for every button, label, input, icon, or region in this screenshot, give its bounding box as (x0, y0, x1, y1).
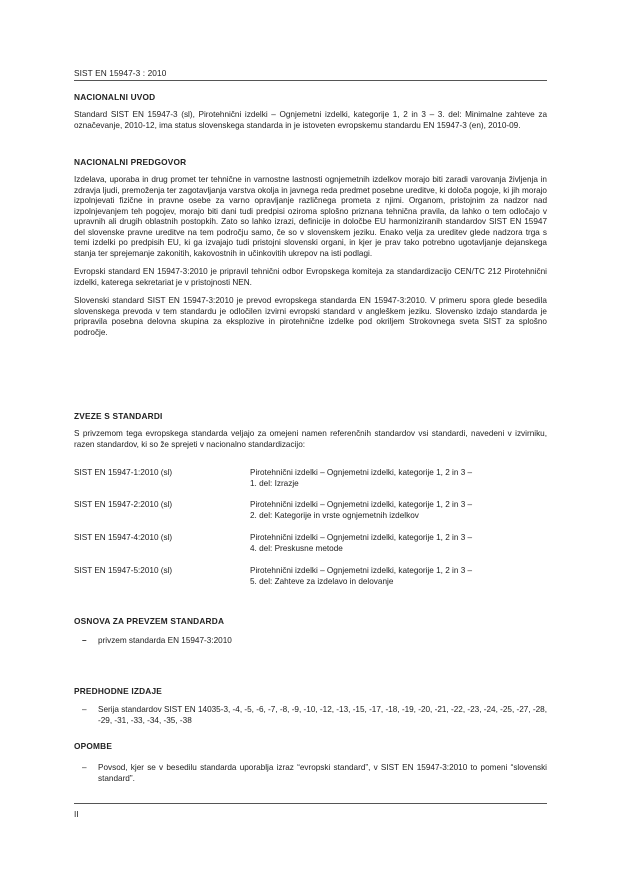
list-item-text: privzem standarda EN 15947-3:2010 (98, 636, 232, 645)
reference-title (250, 533, 547, 554)
reference-code: SIST EN 15947-2:2010 (sl) (74, 500, 173, 509)
section-heading: NACIONALNI UVOD (74, 92, 156, 102)
reference-title (250, 566, 547, 587)
section-paragraph: Slovenski standard SIST EN 15947-3:2010 je prevod evropskega standarda EN 15947-3:2010. V primeru spora glede besedila slovenskega prevoda v tem standardu je odločilen izvirni evropski standard v angleškem jeziku. Slovensko izdajo standarda je pripravila posebna delovna skupina za eksplozive in pirotehnične izdelke pod okriljem Strokovnega sveta SIST za splošno področje. (74, 296, 547, 337)
footer-rule (74, 803, 547, 804)
section-paragraph: S privzemom tega evropskega standarda veljajo za omejeni namen referenčnih standardov vsi standardi, navedeni v izvirniku, razen standardov, ki so že sprejeti v nacionalno standardizacijo: (74, 429, 547, 449)
bullet-dash: – (82, 705, 87, 714)
section-paragraph: Evropski standard EN 15947-3:2010 je pripravil tehnični odbor Evropskega komiteja za standardizacijo CEN/TC 212 Pirotehnični izdelki, katerega sekretariat je v pristojnosti NEN. (74, 267, 547, 287)
reference-title (250, 500, 547, 521)
section-nacionalni-uvod (74, 92, 547, 131)
reference-title-line: 2. del: Kategorije in vrste ognjemetnih izdelkov (250, 510, 419, 520)
header-rule (74, 80, 547, 81)
reference-title-line: 5. del: Zahteve za izdelavo in delovanje (250, 576, 394, 586)
running-header: SIST EN 15947-3 : 2010 (74, 68, 167, 78)
section-paragraph: Izdelava, uporaba in drug promet ter tehnične in varnostne lastnosti ognjemetnih izdelkov morajo biti zaradi varovanja življenja in zdravja ljudi, premoženja ter zagotavljanja varstva okolja in javnega reda predmet posebne ureditve, ki določa pogoje, ki jih morajo izpolnjevati fizične in pravne osebe za varno opravljanje različnega prometa z njimi. Organom, pristojnim za nadzor nad izpolnjevanjem teh pogojev, morajo biti dani tudi predpisi oziroma splošno priznana tehnična pravila, da lahko o tem odločajo v upravnih ali drugih oblastnih postopkih. Zato so lahko izrazi, definicije in določbe EU harmoniziranih standardov SIST EN 15947 del slovenske pravne ureditve na tem področju samo, če so v slovenskem jeziku. Enako velja za ureditev glede nadzora trga s temi izdelki po predpisih EU, ki ga izvajajo tudi pristojni slovenski organi, in kjer je prav tako potrebno ugotavljanje dejanskega stanja ter sprejemanje zakonitih, kakovostnih in učinkovitih ukrepov na isti podlagi. (74, 175, 547, 258)
reference-title-line: Pirotehnični izdelki – Ognjemetni izdelki, kategorije 1, 2 in 3 – (250, 566, 473, 575)
list-item-text: Serija standardov SIST EN 14035-3, -4, -5, -6, -7, -8, -9, -10, -12, -13, -15, -17, -18, -19, -20, -21, -22, -23, -24, -25, -27, -28, -29, -31, -33, -34, -35, -38 (98, 705, 548, 725)
section-opombe (74, 741, 547, 751)
section-heading: OSNOVA ZA PREVZEM STANDARDA (74, 616, 225, 626)
bullet-dash: – (82, 636, 87, 645)
section-heading: ZVEZE S STANDARDI (74, 411, 163, 421)
page-number: II (74, 809, 79, 819)
section-predhodne-izdaje (74, 686, 547, 696)
reference-title-line: Pirotehnični izdelki – Ognjemetni izdelki, kategorije 1, 2 in 3 – (250, 468, 473, 477)
section-nacionalni-predgovor (74, 157, 547, 338)
reference-title-line: Pirotehnični izdelki – Ognjemetni izdelki, kategorije 1, 2 in 3 – (250, 533, 473, 542)
reference-title-line: 4. del: Preskusne metode (250, 543, 343, 553)
reference-code: SIST EN 15947-1:2010 (sl) (74, 468, 173, 477)
reference-title-line: Pirotehnični izdelki – Ognjemetni izdelki, kategorije 1, 2 in 3 – (250, 500, 473, 509)
list-item-text: Povsod, kjer se v besedilu standarda uporablja izraz “evropski standard”, v SIST EN 15947-3:2010 to pomeni “slovenski standard”. (98, 763, 547, 783)
reference-title-line: 1. del: Izrazje (250, 478, 299, 488)
section-heading: NACIONALNI PREDGOVOR (74, 157, 187, 167)
section-zveze-s-standardi (74, 411, 547, 450)
section-paragraph: Standard SIST EN 15947-3 (sl), Pirotehnični izdelki – Ognjemetni izdelki, kategorije 1, 2 in 3 – 3. del: Minimalne zahteve za označevanje, 2010-12, ima status slovenskega standarda in je istoveten evropskemu standardu EN 15947-3 (en), 2010-09. (74, 110, 547, 130)
section-heading: OPOMBE (74, 741, 113, 751)
section-heading: PREDHODNE IZDAJE (74, 686, 163, 696)
bullet-dash: – (82, 763, 87, 772)
reference-code: SIST EN 15947-4:2010 (sl) (74, 533, 173, 542)
section-osnova (74, 616, 547, 626)
reference-title (250, 468, 547, 489)
reference-code: SIST EN 15947-5:2010 (sl) (74, 566, 173, 575)
